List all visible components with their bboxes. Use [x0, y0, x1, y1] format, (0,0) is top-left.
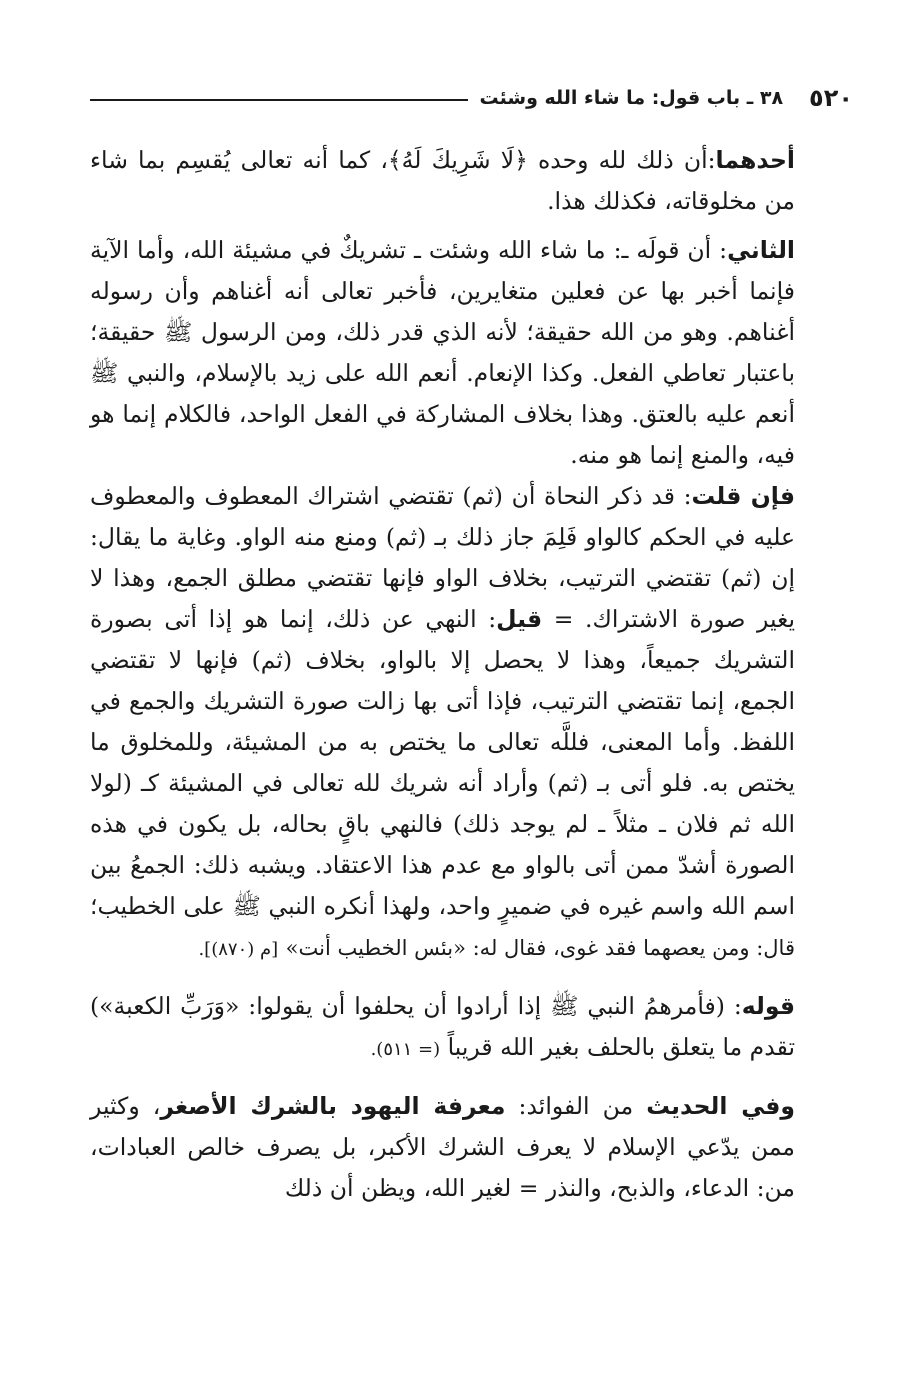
paragraph-benefits [90, 1086, 795, 1209]
paragraph-second [90, 230, 795, 476]
paragraph-text: : أن قولَه ـ: ما شاء الله وشئت ـ تشريكٌ في مشيئة الله، وأما الآية فإنما أخبر بها عن فعلين متغايرين، فأخبر تعالى أنه أغناهم وأن رسوله أغناهم. وهو من الله حقيقة؛ لأنه الذي قدر ذلك، ومن الرسول ﷺ حقيقة؛ باعتبار تعاطي الفعل. وكذا الإنعام. أنعم الله على زيد بالإسلام، والنبي ﷺ أنعم عليه بالعتق. وهذا بخلاف المشاركة في الفعل الواحد، فالكلام إنما هو فيه، والمنع إنما هو منه. [90, 236, 795, 469]
lead-word: فإن قلت [691, 482, 795, 510]
running-title: ٣٨ ـ باب قول: ما شاء الله وشئت [479, 87, 784, 109]
lead-word: قيل [496, 605, 543, 633]
header-rule [90, 99, 468, 101]
page-body [90, 140, 795, 1209]
reference: (= ٥١١). [370, 1039, 441, 1060]
paragraph-text: من الفوائد: [518, 1092, 634, 1120]
page-number: ٥٢٠ [809, 84, 853, 112]
page-header [90, 78, 853, 118]
lead-word: وفي الحديث [646, 1092, 795, 1120]
bold-phrase: معرفة اليهود بالشرك الأصغر [160, 1092, 506, 1120]
paragraph-objection [90, 476, 795, 970]
paragraph-text: :أن ذلك لله وحده ﴿لَا شَرِيكَ لَهُ﴾، كما أنه تعالى يُقسِم بما شاء من مخلوقاته، فكذلك هذا. [90, 146, 795, 215]
paragraph-text: : (فأمرهمُ النبي ﷺ إذا أرادوا أن يحلفوا أن يقولوا: «وَرَبِّ الكعبة») تقدم ما يتعلق بالحلف بغير الله قريباً [90, 992, 795, 1061]
lead-word: أحدهما [715, 146, 795, 174]
lead-word: قوله [741, 992, 795, 1020]
lead-word: الثاني [727, 236, 795, 264]
paragraph-text: ، وكثير ممن يدّعي الإسلام لا يعرف الشرك الأكبر، بل يصرف خالص العبادات، من: الدعاء، والذبح، والنذر = لغير الله، ويظن أن ذلك [90, 1092, 795, 1202]
paragraph-text: : النهي عن ذلك، إنما هو إذا أتى بصورة التشريك جميعاً، وهذا لا يحصل إلا بالواو، بخلاف (ثم) فإنها لا تقتضي الجمع، إنما تقتضي الترتيب، فإذا أتى بها زالت صورة التشريك والجمع في اللفظ. وأما المعنى، فللَّه تعالى ما يختص به من المشيئة، وللمخلوق ما يختص به. فلو أتى بـ (ثم) وأراد أنه شريك لله تعالى في المشيئة كـ (لولا الله ثم فلان ـ مثلاً ـ لم يوجد ذلك) فالنهي باقٍ بحاله، بل يكون في هذه الصورة أشدّ ممن أتى بالواو مع عدم هذا الاعتقاد. ويشبه ذلك: الجمعُ بين اسم الله واسم غيره في ضميرٍ واحد، ولهذا أنكره النبي ﷺ على الخطيب؛ [90, 605, 795, 920]
paragraph-saying [90, 986, 795, 1070]
quoted-line: قال: ومن يعصهما فقد غوى، فقال له: «بئس الخطيب أنت» [285, 936, 795, 960]
paragraph-first [90, 140, 795, 222]
reference: [م (٨٧٠)]. [198, 939, 279, 960]
paragraph-text: : قد ذكر النحاة أن (ثم) تقتضي اشتراك المعطوف والمعطوف عليه في الحكم كالواو فَلِمَ جاز ذلك بـ (ثم) ومنع منه الواو. وغاية ما يقال: إن (ثم) تقتضي الترتيب، بخلاف الواو فإنها تقتضي مطلق الجمع، وهذا لا يغير صورة الاشتراك. = [90, 482, 795, 633]
